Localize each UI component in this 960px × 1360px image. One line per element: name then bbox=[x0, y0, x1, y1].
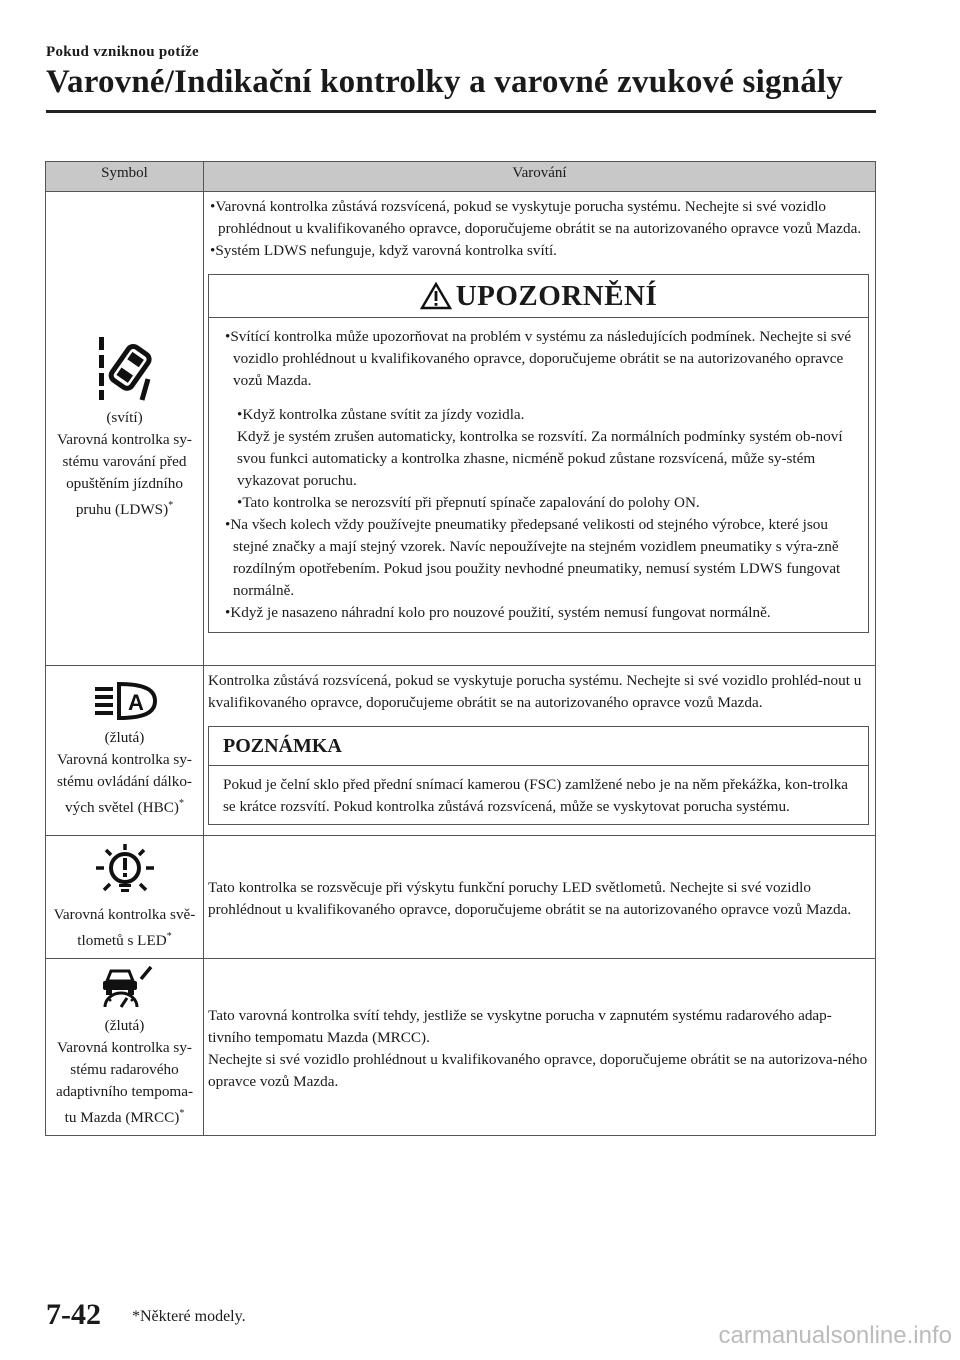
caution-title: UPOZORNĚNÍ bbox=[455, 280, 658, 312]
page-title: Varovné/Indikační kontrolky a varovné zvukové signály bbox=[46, 64, 843, 100]
warning-cell bbox=[204, 192, 876, 666]
page-number: 7-42 bbox=[46, 1298, 101, 1331]
note-title: POZNÁMKA bbox=[209, 727, 868, 766]
watermark: carmanualsonline.info bbox=[718, 1322, 952, 1349]
symbol-line: stému radarového bbox=[70, 1061, 179, 1079]
symbol-line: vých světel (HBC)* bbox=[65, 798, 184, 817]
caution-item: •Svítící kontrolka může upozorňovat na problém v systému za následujících podmínek. Nechejte si své vozidlo prohlédnout u kvalifikovaného opravce, doporučujeme obrátit se na autorizovaného opravce vozů Mazda. bbox=[225, 328, 852, 389]
section-label: Pokud vzniknou potíže bbox=[46, 44, 200, 60]
warning-table bbox=[45, 161, 876, 1136]
note-text: Pokud je čelní sklo před přední snímací kamerou (FSC) zamlžené nebo je na něm překážka, kon-trolka se krátce rozsvítí. Pokud kontrolka zůstává rozsvícená, může se vyskytovat porucha systému. bbox=[223, 776, 849, 815]
table-row bbox=[46, 959, 876, 1136]
symbol-line: tlometů s LED* bbox=[77, 931, 172, 950]
symbol-line: opuštěním jízdního bbox=[66, 475, 183, 493]
warning-bullet: •Systém LDWS nefunguje, když varovná kontrolka svítí. bbox=[210, 242, 557, 259]
warning-text: Tato varovná kontrolka svítí tehdy, jestliže se vyskytne porucha v zapnutém systému radarového adap-tivního tempomatu Mazda (MRCC). bbox=[208, 1007, 832, 1047]
table-row bbox=[46, 192, 876, 666]
table-header-row bbox=[46, 162, 876, 192]
warning-cell bbox=[204, 666, 876, 836]
column-header-warning: Varování bbox=[204, 162, 876, 192]
title-rule bbox=[46, 110, 876, 113]
warning-text: Nechejte si své vozidlo prohlédnout u kvalifikovaného opravce, doporučujeme obrátit se na autorizova-ného opravce vozů Mazda. bbox=[208, 1051, 868, 1091]
svg-text:A: A bbox=[127, 690, 144, 716]
led-headlight-warning-icon bbox=[94, 842, 156, 898]
table-row bbox=[46, 666, 876, 836]
symbol-cell bbox=[46, 836, 204, 959]
caution-item: •Na všech kolech vždy používejte pneumatiky předepsané velikosti od stejného výrobce, které jsou stejné značky a mají stejný vzorek. Navíc nepoužívejte na stejném vozidlem pneumatiky s výra-zně rozdílným opotřebením. Pokud jsou použity nevhodné pneumatiky, nemusí systém LDWS fungovat normálně. bbox=[225, 516, 841, 599]
symbol-line: Varovná kontrolka sy- bbox=[57, 1039, 192, 1057]
caution-item: •Když kontrolka zůstane svítit za jízdy vozidla. bbox=[237, 406, 525, 423]
warning-text: Kontrolka zůstává rozsvícená, pokud se vyskytuje porucha systému. Nechejte si své vozidlo prohléd-nout u kvalifikovaného opravce, doporučujeme obrátit se na autorizovaného opravce vozů Mazda. bbox=[208, 672, 862, 711]
warning-bullet: •Varovná kontrolka zůstává rozsvícená, pokud se vyskytuje porucha systému. Nechejte si své vozidlo prohlédnout u kvalifikovaného opravce, doporučujeme obrátit se na autorizovaného opravce vozů Mazda. bbox=[210, 198, 862, 237]
symbol-line: pruhu (LDWS)* bbox=[75, 500, 174, 519]
warning-cell bbox=[204, 959, 876, 1136]
symbol-line: (žlutá) bbox=[104, 1017, 145, 1035]
symbol-line: (žlutá) bbox=[104, 729, 145, 747]
symbol-cell bbox=[46, 959, 204, 1136]
symbol-line: Varovná kontrolka svě- bbox=[53, 906, 196, 923]
symbol-line: stému ovládání dálko- bbox=[57, 773, 192, 791]
footnote: *Některé modely. bbox=[132, 1308, 246, 1325]
symbol-line: (svítí) bbox=[106, 409, 143, 427]
symbol-cell bbox=[46, 192, 204, 666]
high-beam-control-icon bbox=[93, 681, 157, 721]
caution-box bbox=[208, 274, 869, 633]
caution-header bbox=[209, 275, 868, 318]
column-header-symbol: Symbol bbox=[46, 162, 204, 192]
warning-cell bbox=[204, 836, 876, 959]
symbol-cell bbox=[46, 666, 204, 836]
note-box bbox=[208, 726, 869, 825]
symbol-line: Varovná kontrolka sy- bbox=[57, 751, 192, 769]
warning-text: Tato kontrolka se rozsvěcuje při výskytu funkční poruchy LED světlometů. Nechejte si své vozidlo prohlédnout u kvalifikovaného opravce, doporučujeme obrátit se na autorizovaného opravce vozů Mazda. bbox=[208, 879, 852, 919]
caution-item: Když je systém zrušen automaticky, kontrolka se rozsvítí. Za normálních podmínky systém ob-noví svou funkci automaticky a kontrolka zhasne, nicméně pokud zůstane rozsvícená, může sy-stém vykazovat poruchu. bbox=[237, 428, 843, 489]
symbol-line: Varovná kontrolka sy- bbox=[57, 431, 192, 449]
radar-cruise-control-icon bbox=[95, 965, 155, 1009]
caution-item: •Když je nasazeno náhradní kolo pro nouzové použití, systém nemusí fungovat normálně. bbox=[225, 604, 771, 621]
symbol-line: tu Mazda (MRCC)* bbox=[64, 1108, 185, 1127]
caution-item: •Tato kontrolka se nerozsvítí při přepnutí spínače zapalování do polohy ON. bbox=[237, 494, 700, 511]
warning-triangle-icon bbox=[420, 282, 452, 310]
symbol-line: adaptivního tempoma- bbox=[55, 1083, 194, 1101]
table-row bbox=[46, 836, 876, 959]
symbol-line: stému varování před bbox=[62, 453, 187, 471]
lane-departure-warning-icon bbox=[95, 335, 155, 401]
